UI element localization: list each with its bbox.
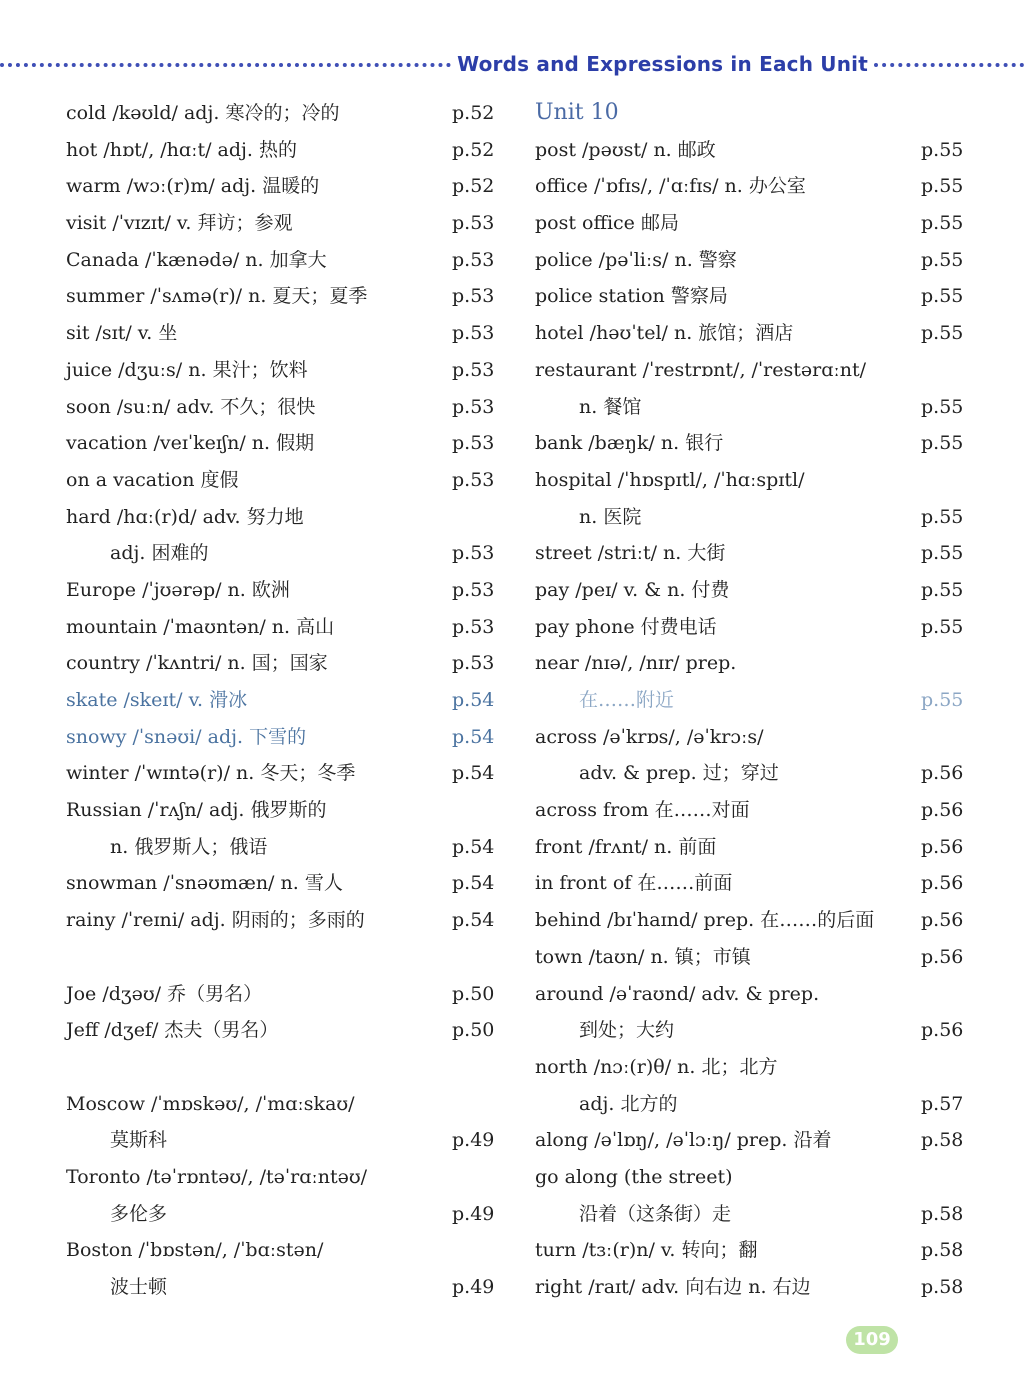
vocab-entry-row [535,1269,975,1306]
page-ref: p.52 [452,138,495,161]
vocab-entry: warm /wɔː(r)m/ adj. 温暖的 [66,175,320,198]
vocab-entry-row [535,462,975,499]
vocab-entry: post office 邮局 [535,212,679,235]
page-ref: p.53 [452,578,495,601]
page-ref: p.54 [452,909,495,932]
vocab-entry: police station 警察局 [535,285,728,308]
vocab-entry: in front of 在……前面 [535,872,733,895]
vocab-entry-row [66,132,506,169]
vocab-entry: soon /suːn/ adv. 不久；很快 [66,395,316,418]
page-ref: p.55 [921,322,964,345]
vocab-entry: hotel /həʊˈtel/ n. 旅馆；酒店 [535,322,794,345]
page-ref: p.53 [452,542,495,565]
vocab-entry-row [66,205,506,242]
vocab-entry-row [66,1122,506,1159]
vocab-entry: across /əˈkrɒs/, /əˈkrɔːs/ [535,725,764,748]
vocab-entry-row [535,865,975,902]
vocab-entry: Toronto /təˈrɒntəʊ/, /təˈrɑːntəʊ/ [66,1165,368,1188]
left-column [66,95,506,1306]
header-dots-right [874,63,1024,67]
vocab-entry: north /nɔː(r)θ/ n. 北；北方 [535,1055,778,1078]
page-ref: p.55 [921,395,964,418]
page-ref: p.53 [452,432,495,455]
blank-row [66,939,506,976]
page-ref: p.49 [452,1129,495,1152]
vocab-entry-row [535,572,975,609]
page-ref: p.53 [452,285,495,308]
vocab-entry: restaurant /ˈrestrɒnt/, /ˈrestərɑːnt/ [535,358,867,381]
vocab-entry: go along (the street) [535,1165,733,1188]
vocab-entry: Moscow /ˈmɒskəʊ/, /ˈmɑːskaʊ/ [66,1092,355,1115]
vocab-entry-row [66,902,506,939]
vocab-entry-row [66,389,506,426]
vocab-entry-row [66,352,506,389]
page-ref: p.53 [452,212,495,235]
page-ref: p.55 [921,285,964,308]
page-ref: p.56 [921,762,964,785]
vocab-entry: behind /bɪˈhaɪnd/ prep. 在……的后面 [535,909,875,932]
vocab-entry: n. 餐馆 [579,395,642,418]
vocab-entry: front /frʌnt/ n. 前面 [535,835,717,858]
vocab-entry: police /pəˈliːs/ n. 警察 [535,248,737,271]
header-title: Words and Expressions in Each Unit [457,52,868,76]
vocab-entry-row [535,1122,975,1159]
page-ref: p.50 [452,1019,495,1042]
vocab-entry: skate /skeɪt/ v. 滑冰 [66,689,248,711]
vocab-entry-row [535,1086,975,1123]
vocab-entry: Russian /ˈrʌʃn/ adj. 俄罗斯的 [66,799,327,822]
page-ref: p.58 [921,1276,964,1298]
page-ref: p.56 [921,1019,964,1042]
right-column [535,95,975,1306]
vocab-entry-row [535,168,975,205]
vocab-entry: 多伦多 [110,1202,168,1225]
page-ref: p.57 [921,1092,964,1115]
page-ref: p.55 [921,542,964,565]
vocab-entry-row [535,902,975,939]
vocab-entry: Europe /ˈjʊərəp/ n. 欧洲 [66,578,290,601]
page-ref: p.53 [452,322,495,345]
page-ref: p.58 [921,1202,964,1225]
page-ref: p.56 [921,945,964,968]
vocab-entry: post /pəʊst/ n. 邮政 [535,138,716,161]
unit-title-row [535,95,975,132]
vocab-entry: sit /sɪt/ v. 坐 [66,322,178,345]
page-ref: p.53 [452,395,495,418]
section-header [0,48,1024,80]
page-ref: p.54 [452,835,495,858]
page-ref: p.52 [452,102,495,124]
vocab-entry-row [535,389,975,426]
vocab-entry-row [535,1196,975,1233]
vocab-entry: vacation /veɪˈkeɪʃn/ n. 假期 [66,432,315,455]
vocab-entry: Joe /dʒəʊ/ 乔（男名） [66,982,263,1005]
vocab-entry: hard /hɑː(r)d/ adv. 努力地 [66,505,304,528]
header-dots-left [0,63,451,67]
vocab-entry: hospital /ˈhɒspɪtl/, /ˈhɑːspɪtl/ [535,468,805,491]
vocab-entry-row [535,976,975,1013]
vocab-entry: on a vacation 度假 [66,468,239,491]
page-ref: p.56 [921,835,964,858]
vocab-entry-row [535,132,975,169]
page-ref: p.54 [452,725,495,748]
vocab-entry-row [66,168,506,205]
vocab-entry-row [66,792,506,829]
vocab-entry-row [535,609,975,646]
vocab-entry: 莫斯科 [110,1129,168,1152]
vocab-entry: cold /kəʊld/ adj. 寒冷的；冷的 [66,102,340,124]
page-ref: p.53 [452,652,495,675]
vocab-entry-row [535,755,975,792]
page-ref: p.55 [921,138,964,161]
vocab-entry-row [66,1012,506,1049]
vocab-entry: 波士顿 [110,1276,168,1298]
vocab-entry: adv. & prep. 过；穿过 [579,762,779,785]
blank-row [66,1049,506,1086]
vocab-entry-row [535,682,975,719]
vocab-entry: Canada /ˈkænədə/ n. 加拿大 [66,248,327,271]
vocab-entry-row [66,829,506,866]
page-ref: p.55 [921,212,964,235]
page-ref: p.54 [452,689,495,711]
vocab-entry: 在……附近 [579,689,675,711]
page-ref: p.55 [921,175,964,198]
page-ref: p.49 [452,1276,495,1298]
page-ref: p.53 [452,468,495,491]
page-number-badge: 109 [846,1326,898,1354]
vocab-entry-row [66,1086,506,1123]
vocab-entry-row [535,645,975,682]
vocab-entry: n. 医院 [579,505,642,528]
vocab-entry-row [535,1012,975,1049]
vocab-entry: snowy /ˈsnəʊi/ adj. 下雪的 [66,725,307,748]
vocab-entry: mountain /ˈmaʊntən/ n. 高山 [66,615,335,638]
vocab-entry: hot /hɒt/, /hɑːt/ adj. 热的 [66,138,298,161]
vocab-entry-row [66,645,506,682]
vocab-entry: rainy /ˈreɪni/ adj. 阴雨的；多雨的 [66,909,365,932]
page-ref: p.56 [921,872,964,895]
page-ref: p.54 [452,872,495,895]
vocab-entry-row [535,242,975,279]
vocab-entry-row [535,205,975,242]
vocab-entry: office /ˈɒfɪs/, /ˈɑːfɪs/ n. 办公室 [535,175,806,198]
vocab-entry-row [535,535,975,572]
vocab-entry-row [66,462,506,499]
vocab-entry: bank /bæŋk/ n. 银行 [535,432,724,455]
page-ref: p.55 [921,689,964,711]
vocab-entry-row [66,719,506,756]
page-ref: p.54 [452,762,495,785]
vocab-entry-row [66,315,506,352]
vocab-entry: along /əˈlɒŋ/, /əˈlɔːŋ/ prep. 沿着 [535,1129,832,1152]
vocab-entry: summer /ˈsʌmə(r)/ n. 夏天；夏季 [66,285,368,308]
vocab-entry: pay /peɪ/ v. & n. 付费 [535,578,730,601]
page-ref: p.53 [452,248,495,271]
vocab-entry: 到处；大约 [579,1019,675,1042]
page-ref: p.58 [921,1239,964,1262]
page-ref: p.55 [921,578,964,601]
vocab-entry: town /taʊn/ n. 镇；市镇 [535,945,751,968]
vocab-entry-row [535,719,975,756]
vocab-entry-row [66,425,506,462]
vocab-entry-row [66,755,506,792]
vocab-entry-row [66,865,506,902]
vocab-entry: winter /ˈwɪntə(r)/ n. 冬天；冬季 [66,762,356,785]
page-ref: p.55 [921,248,964,271]
vocab-entry: snowman /ˈsnəʊmæn/ n. 雪人 [66,872,343,895]
vocab-entry-row [66,1232,506,1269]
vocab-entry-row [535,1049,975,1086]
vocab-entry-row [66,1159,506,1196]
vocab-entry: Jeff /dʒef/ 杰夫（男名） [66,1019,279,1042]
vocab-entry-row [535,315,975,352]
vocab-entry: n. 俄罗斯人；俄语 [110,835,268,858]
vocab-entry-row [535,499,975,536]
vocab-entry: across from 在……对面 [535,799,750,822]
vocab-entry: street /striːt/ n. 大街 [535,542,726,565]
vocab-entry-row [535,425,975,462]
vocab-entry: adj. 困难的 [110,542,209,565]
vocab-entry: right /raɪt/ adv. 向右边 n. 右边 [535,1276,811,1298]
vocab-entry-row [66,278,506,315]
page-ref: p.55 [921,505,964,528]
vocab-entry-row [535,352,975,389]
vocab-entry-row [535,1232,975,1269]
vocab-entry-row [66,682,506,719]
vocab-entry: 沿着（这条街）走 [579,1202,732,1225]
page-ref: p.53 [452,615,495,638]
vocab-entry: turn /tɜː(r)n/ v. 转向；翻 [535,1239,758,1262]
vocab-entry-row [535,792,975,829]
vocab-entry: near /nɪə/, /nɪr/ prep. [535,652,737,675]
vocab-entry-row [535,1159,975,1196]
page-ref: p.56 [921,799,964,822]
vocab-entry-row [66,572,506,609]
page-ref: p.55 [921,432,964,455]
vocab-entry-row [535,829,975,866]
vocab-entry-row [66,609,506,646]
vocab-entry-row [66,1269,506,1306]
vocab-entry-row [66,976,506,1013]
vocab-entry: pay phone 付费电话 [535,615,717,638]
vocab-entry: juice /dʒuːs/ n. 果汁；饮料 [66,358,308,381]
vocab-entry: Boston /ˈbɒstən/, /ˈbɑːstən/ [66,1239,324,1262]
vocab-entry-row [66,242,506,279]
page-ref: p.53 [452,358,495,381]
page-ref: p.52 [452,175,495,198]
page-ref: p.50 [452,982,495,1005]
vocab-entry-row [66,499,506,536]
page-ref: p.58 [921,1129,964,1152]
vocab-entry: country /ˈkʌntri/ n. 国；国家 [66,652,328,675]
vocab-entry-row [535,939,975,976]
vocab-entry: adj. 北方的 [579,1092,678,1115]
vocab-entry-row [66,1196,506,1233]
vocab-entry-row [535,278,975,315]
vocab-entry: around /əˈraʊnd/ adv. & prep. [535,982,820,1005]
vocab-entry-row [66,95,506,132]
unit-title: Unit 10 [535,100,619,125]
page-ref: p.56 [921,909,964,932]
page-ref: p.55 [921,615,964,638]
page-ref: p.49 [452,1202,495,1225]
vocab-entry-row [66,535,506,572]
vocab-entry: visit /ˈvɪzɪt/ v. 拜访；参观 [66,212,293,235]
